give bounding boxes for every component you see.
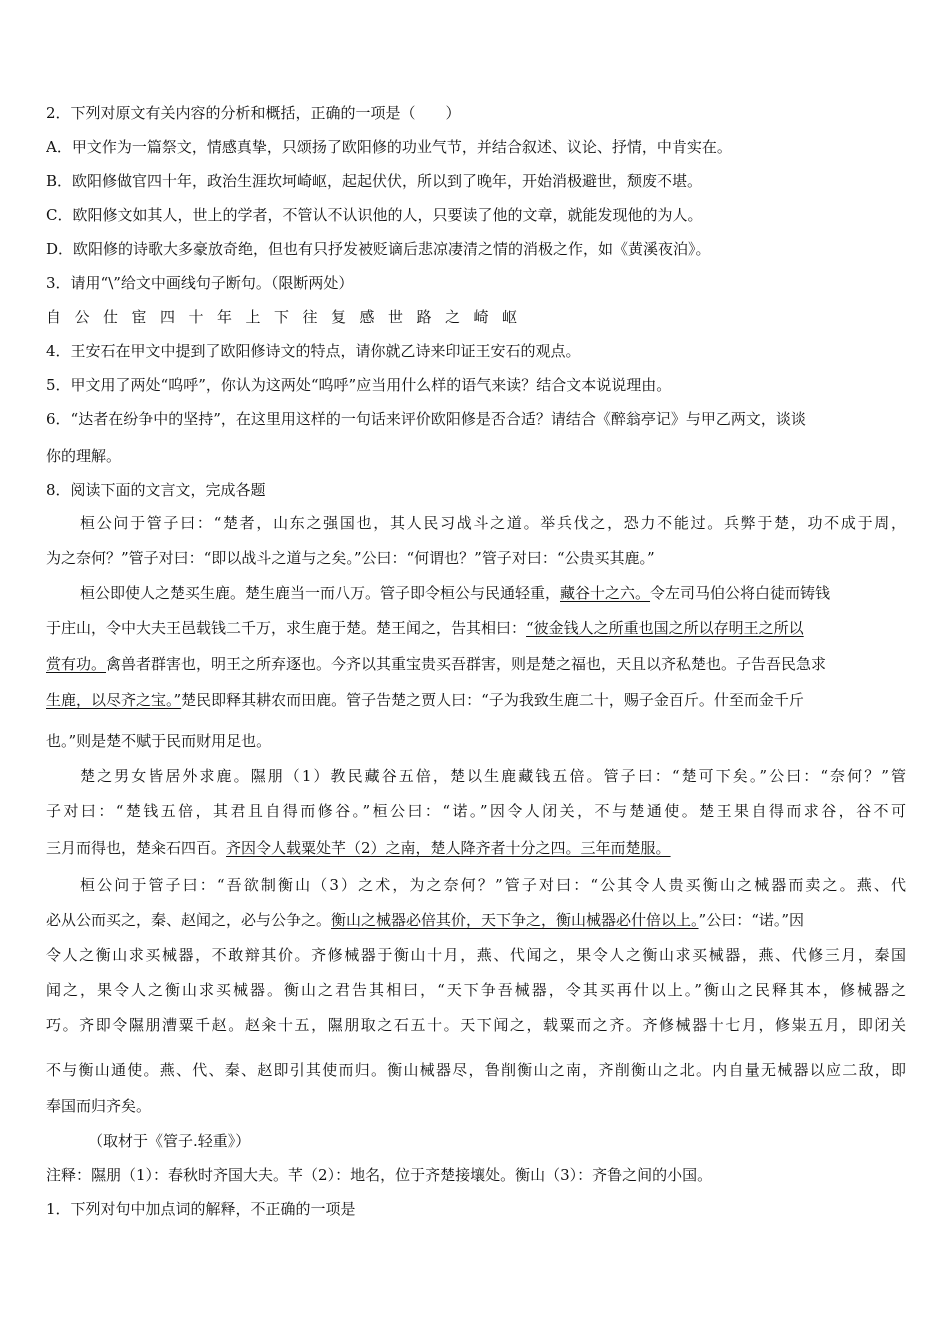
- question-1-stem: 1．下列对句中加点词的解释，不正确的一项是: [46, 1200, 356, 1218]
- option-d: D．欧阳修的诗歌大多豪放奇绝，但也有只抒发被贬谪后悲凉凄清之情的消极之作，如《黄溪夜泊》。: [46, 240, 711, 258]
- passage-p4-line-6: 不与衡山通使。燕、代、秦、赵即引其使而归。衡山械器尽，鲁削衡山之南，齐削衡山之北。内自量无械器以应二敌，即: [46, 1061, 906, 1079]
- passage-p1-line-1: 桓公问于管子曰：“楚者，山东之强国也，其人民习战斗之道。举兵伐之，恐力不能过。兵弊于楚，功不成于周，: [80, 514, 906, 532]
- passage-p4-line-4: 闻之，果令人之衡山求买械器。衡山之君告其相曰，“天下争吾械器，令其买再什以上。”衡山之民释其本，修械器之: [46, 981, 906, 999]
- underlined-sentence: “彼金钱人之所重也国之所以存明王之所以: [526, 619, 804, 637]
- passage-p3-line-1: 楚之男女皆居外求鹿。隰朋（1）教民藏谷五倍，楚以生鹿藏钱五倍。管子曰：“楚可下矣。”公曰：“奈何？”管: [80, 767, 906, 785]
- passage-p2-line-5: 也。”则是楚不赋于民而财用足也。: [46, 732, 272, 750]
- passage-p4-line-2: 必从公而买之，秦、赵闻之，必与公争之。衡山之械器必倍其价，天下争之，衡山械器必什倍以上。”公曰：“诺。”因: [46, 911, 805, 929]
- question-5: 5．甲文用了两处“呜呼”，你认为这两处“呜呼”应当用什么样的语气来读？结合文本说说理由。: [46, 376, 672, 394]
- underlined-sentence: 齐因令人载粟处芊（2）之南，楚人降齐者十分之四。三年而楚服。: [226, 839, 671, 857]
- passage-p1-line-2: 为之奈何？”管子对曰：“即以战斗之道与之矣。”公曰：“何谓也？”管子对曰：“公贵买其鹿。”: [46, 549, 655, 567]
- passage-p2-line-4: 生鹿，以尽齐之宝。”楚民即释其耕农而田鹿。管子告楚之贾人曰：“子为我致生鹿二十，赐子金百斤。什至而金千斤: [46, 691, 804, 709]
- passage-p3-line-3: 三月而得也，楚籴石四百。齐因令人载粟处芊（2）之南，楚人降齐者十分之四。三年而楚服。: [46, 839, 671, 857]
- option-b: B．欧阳修做官四十年，政治生涯坎坷崎岖，起起伏伏，所以到了晚年，开始消极避世，颓废不堪。: [46, 172, 703, 190]
- passage-p2-line-3: 赏有功。禽兽者群害也，明王之所弃逐也。今齐以其重宝贵买吾群害，则是楚之福也，天且以齐私楚也。子告吾民急求: [46, 655, 827, 673]
- question-2-stem: 2．下列对原文有关内容的分析和概括，正确的一项是（ ）: [46, 104, 461, 122]
- question-6-line-2: 你的理解。: [46, 447, 122, 465]
- question-3-stem: 3．请用“\”给文中画线句子断句。（限断两处）: [46, 274, 354, 292]
- option-a: A．甲文作为一篇祭文，情感真挚，只颂扬了欧阳修的功业气节，并结合叙述、议论、抒情，中肯实在。: [46, 138, 732, 156]
- option-c: C．欧阳修文如其人，世上的学者，不管认不认识他的人，只要读了他的文章，就能发现他的为人。: [46, 206, 703, 224]
- underlined-sentence: 生鹿，以尽齐之宝。”: [46, 691, 182, 709]
- question-6-line-1: 6．“达者在纷争中的坚持”，在这里用这样的一句话来评价欧阳修是否合适？请结合《醉翁亭记》与甲乙两文，谈谈: [46, 410, 806, 428]
- passage-p2-line-1: 桓公即使人之楚买生鹿。楚生鹿当一而八万。管子即令桓公与民通轻重，藏谷十之六。令左司马伯公将白徒而铸钱: [80, 584, 831, 602]
- underlined-phrase: 藏谷十之六。: [560, 584, 651, 602]
- annotations: 注释：隰朋（1）：春秋时齐国大夫。芊（2）：地名，位于齐楚接壤处。衡山（3）：齐鲁之间的小国。: [46, 1166, 713, 1184]
- underlined-sentence: 衡山之械器必倍其价，天下争之，衡山械器必什倍以上。: [331, 911, 699, 929]
- passage-p4-line-5: 巧。齐即令隰朋漕粟千赵。赵籴十五，隰朋取之石五十。天下闻之，载粟而之齐。齐修械器十七月，修粜五月，即闭关: [46, 1016, 906, 1034]
- passage-p2-line-2: 于庄山，令中大夫王邑载钱二千万，求生鹿于楚。楚王闻之，告其相曰：“彼金钱人之所重也国之所以存明王之所以: [46, 619, 804, 637]
- question-4: 4．王安石在甲文中提到了欧阳修诗文的特点，请你就乙诗来印证王安石的观点。: [46, 342, 581, 360]
- passage-p4-line-3: 令人之衡山求买械器，不敢辩其价。齐修械器于衡山十月，燕、代闻之，果令人之衡山求买械器，燕、代修三月，秦国: [46, 946, 906, 964]
- underlined-sentence: 赏有功。: [46, 655, 107, 673]
- question-8-heading: 8．阅读下面的文言文，完成各题: [46, 481, 266, 499]
- passage-p4-line-1: 桓公问于管子曰：“吾欲制衡山（3）之术，为之奈何？”管子对曰：“公其令人贵买衡山之械器而卖之。燕、代: [80, 876, 906, 894]
- source-note: （取材于《管子.轻重》）: [88, 1132, 251, 1150]
- sentence-to-punctuate: 自公仕宦四十年上下往复感世路之崎岖: [46, 308, 531, 326]
- passage-p3-line-2: 子对曰：“楚钱五倍，其君且自得而修谷。”桓公曰：“诺。”因令人闭关，不与楚通使。楚王果自得而求谷，谷不可: [46, 802, 906, 820]
- passage-p4-line-7: 奉国而归齐矣。: [46, 1097, 152, 1115]
